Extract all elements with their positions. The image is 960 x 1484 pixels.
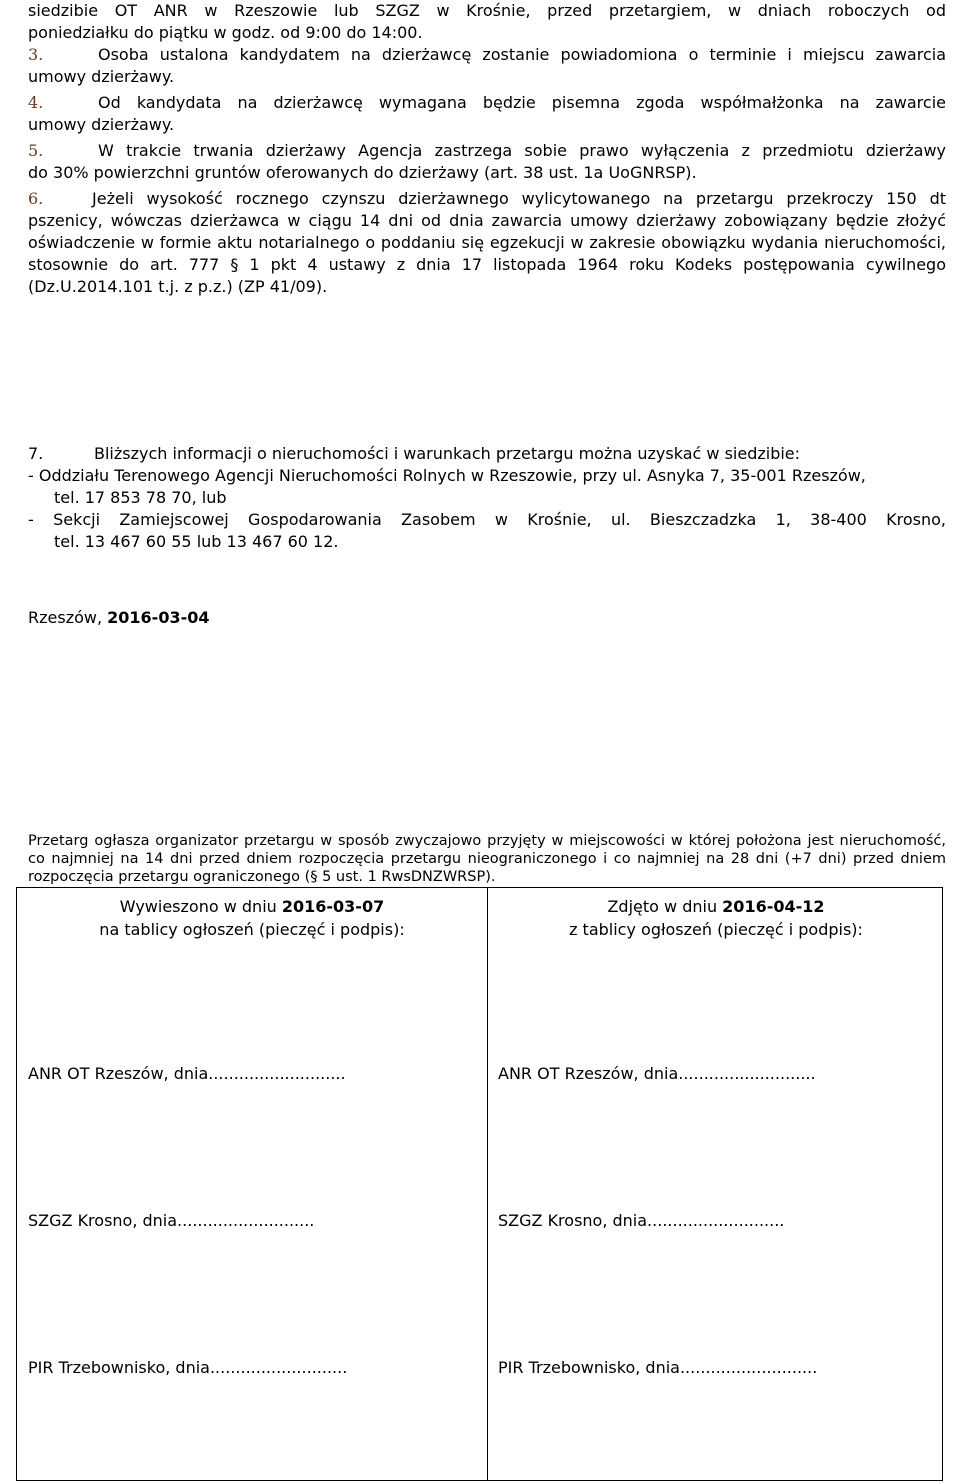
item-text-cont: umowy dzierżawy. xyxy=(28,67,175,86)
item-number: 3. xyxy=(28,45,44,64)
posted-label: Wywieszono w dniu xyxy=(119,897,282,916)
item-text: W trakcie trwania dzierżawy Agencja zastrzega sobie prawo wyłączenia z przedmiotu dzierżawy xyxy=(98,141,946,160)
address-line-rzeszow: - Oddziału Terenowego Agencji Nieruchomości Rolnych w Rzeszowie, przy ul. Asnyka 7, 35-001 Rzeszów, xyxy=(28,466,866,485)
removed-date: 2016-04-12 xyxy=(722,897,825,916)
posting-table xyxy=(16,887,943,1481)
notice-text: Przetarg ogłasza organizator przetargu w sposób zwyczajowo przyjęty w miejscowości w której położona jest nieruchomość, co najmniej na 14 dni przed dniem rozpoczęcia przetargu nieograniczonego i co najmniej na 28 dni (+7 dni) przed dniem rozpoczęcia przetargu ograniczonego (§ 5 ust. 1 RwsDNZWRSP). xyxy=(28,832,946,885)
signature-anr-right: ANR OT Rzeszów, dnia........................... xyxy=(498,1064,816,1083)
address-line-krosno: - Sekcji Zamiejscowej Gospodarowania Zasobem w Krośnie, ul. Bieszczadzka 1, 38-400 Krosno, xyxy=(28,510,946,529)
signature-szgz-left: SZGZ Krosno, dnia........................... xyxy=(28,1211,315,1230)
phone-line-krosno: tel. 13 467 60 55 lub 13 467 60 12. xyxy=(54,532,339,551)
item-number: 5. xyxy=(28,141,44,160)
item-text: Od kandydata na dzierżawcę wymagana będzie pisemna zgoda współmałżonka na zawarcie xyxy=(98,93,946,112)
item-text-cont: umowy dzierżawy. xyxy=(28,115,175,134)
top-line-1: siedzibie OT ANR w Rzeszowie lub SZGZ w Krośnie, przed przetargiem, w dniach roboczych od xyxy=(28,1,946,20)
item-text-cont: pszenicy, wówczas dzierżawca w ciągu 14 dni od dnia zawarcia umowy dzierżawy zobowiązany będzie złożyć oświadczenie w formie aktu notarialnego o poddaniu się egzekucji w zakresie obowiązku wydania nieruchomości, stosownie do art. 777 § 1 pkt 4 ustawy z dnia 17 listopada 1964 roku Kodeks postępowania cywilnego (Dz.U.2014.101 t.j. z p.z.) (ZP 41/09). xyxy=(28,211,946,296)
section-7 xyxy=(28,443,946,553)
posted-date: 2016-03-07 xyxy=(281,897,385,916)
section-7-intro: Bliższych informacji o nieruchomości i warunkach przetargu można uzyskać w siedzibie: xyxy=(94,444,801,463)
list-item-6 xyxy=(28,188,946,298)
top-line-2: poniedziałku do piątku w godz. od 9:00 do 14:00. xyxy=(28,23,423,42)
document-date xyxy=(28,608,209,627)
date-place: Rzeszów, xyxy=(28,608,108,627)
item-text: Osoba ustalona kandydatem na dzierżawcę zostanie powiadomiona o terminie i miejscu zawarcia xyxy=(98,45,946,64)
item-number: 6. xyxy=(28,189,44,208)
item-number: 7. xyxy=(28,444,44,463)
signature-pir-left: PIR Trzebownisko, dnia........................... xyxy=(28,1358,348,1377)
table-divider xyxy=(487,888,488,1480)
list-item-5 xyxy=(28,140,946,184)
signature-szgz-right: SZGZ Krosno, dnia........................... xyxy=(498,1211,785,1230)
signature-pir-right: PIR Trzebownisko, dnia........................... xyxy=(498,1358,818,1377)
item-number: 4. xyxy=(28,93,44,112)
phone-line-rzeszow: tel. 17 853 78 70, lub xyxy=(54,488,227,507)
list-item-3 xyxy=(28,44,946,88)
item-text: Jeżeli wysokość rocznego czynszu dzierżawnego wylicytowanego na przetargu przekroczy 150 dt xyxy=(92,189,946,208)
list-item-4 xyxy=(28,92,946,136)
signature-anr-left: ANR OT Rzeszów, dnia........................... xyxy=(28,1064,346,1083)
posted-header xyxy=(17,895,487,941)
removed-header xyxy=(488,895,944,941)
item-text-cont: do 30% powierzchni gruntów oferowanych do dzierżawy (art. 38 ust. 1a UoGNRSP). xyxy=(28,163,697,182)
removed-label: Zdjęto w dniu xyxy=(607,897,723,916)
removed-board-label: z tablicy ogłoszeń (pieczęć i podpis): xyxy=(569,920,863,939)
date-value: 2016-03-04 xyxy=(107,608,210,627)
posted-board-label: na tablicy ogłoszeń (pieczęć i podpis): xyxy=(99,920,405,939)
